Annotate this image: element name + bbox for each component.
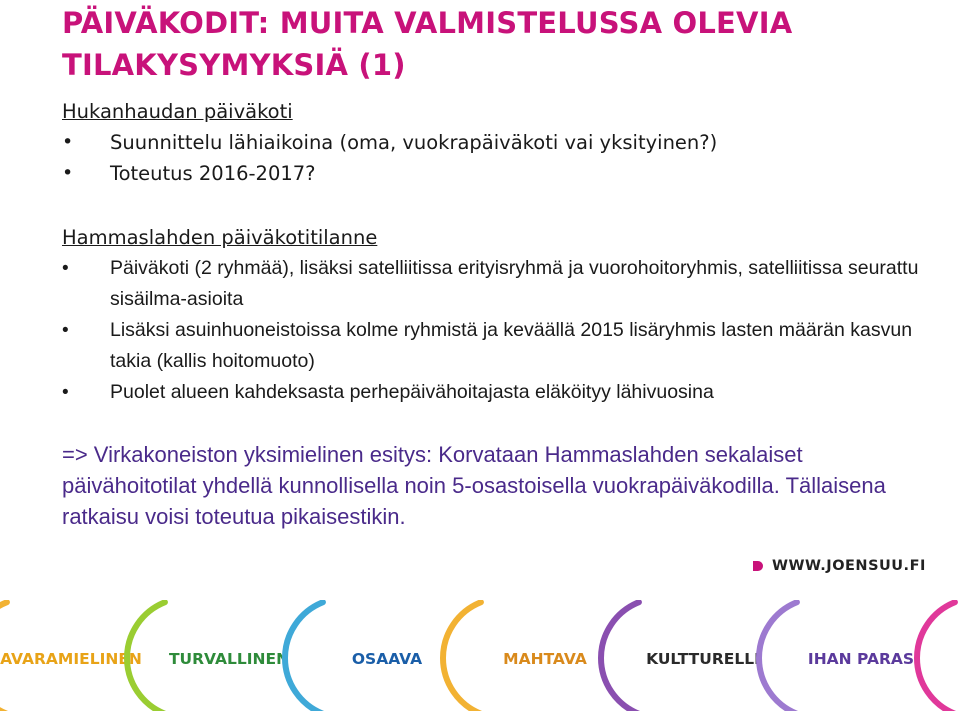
conclusion-text: => Virkakoneiston yksimielinen esitys: Korvataan Hammaslahden sekalaiset päivähoitotilat yhdellä kunnollisella noin 5-osastoisella vuokrapäiväkodilla. Tällaisena ratkaisu voisi toteutua pikaisestikin. [62,442,886,529]
value-arc [601,602,639,711]
value-label: KULTTURELLI [646,650,760,668]
value-label: TURVALLINEN [168,650,290,668]
value-item-avaramielinen [0,602,142,711]
value-item-kultturelli [601,602,760,711]
value-item-osaava [285,602,422,711]
value-arc [759,602,797,711]
bullet-list-hukanhauta [62,127,942,189]
list-item: • Päiväkoti (2 ryhmää), lisäksi satelliitissa erityisryhmä ja vuorohoitoryhmis, satelliitissa seurattu sisäilma-asioita [62,253,942,315]
slide-content [62,96,942,532]
value-label: MAHTAVA [503,650,587,668]
value-arc [285,602,323,711]
section-heading-hukanhauta: Hukanhaudan päiväkoti [62,100,293,123]
value-item-mahtava [443,602,587,711]
footer-values-graphic [0,600,960,711]
list-item: • Suunnittelu lähiaikoina (oma, vuokrapäiväkoti vai yksityinen?) [62,127,942,158]
slide-title: PÄIVÄKODIT: MUITA VALMISTELUSSA OLEVIA TILAKYSYMYKSIÄ (1) [62,6,793,82]
section-heading-hammaslahti: Hammaslahden päiväkotitilanne [62,226,378,249]
list-item: • Toteutus 2016-2017? [62,158,942,189]
value-label: IHAN PARAS [807,650,915,668]
value-item-ihan-paras [759,602,914,711]
value-item-turvallinen [127,602,289,711]
value-item-rohkea [917,602,960,711]
value-label: AVARAMIELINEN [0,650,142,668]
list-item: • Lisäksi asuinhuoneistoissa kolme ryhmistä ja keväällä 2015 lisäryhmis lasten määrän kasvun takia (kallis hoitomuoto) [62,315,942,377]
joensuu-logo[interactable] [752,556,926,576]
website-url: WWW.JOENSUU.FI [772,558,926,574]
value-label: OSAAVA [351,650,423,668]
footer-values-band [0,600,960,711]
value-arc [917,602,955,711]
bullet-list-hammaslahti [62,253,942,408]
value-arc [443,602,481,711]
joensuu-logo-mark-icon [752,560,764,572]
list-item: • Puolet alueen kahdeksasta perhepäivähoitajasta eläköityy lähivuosina [62,377,942,408]
